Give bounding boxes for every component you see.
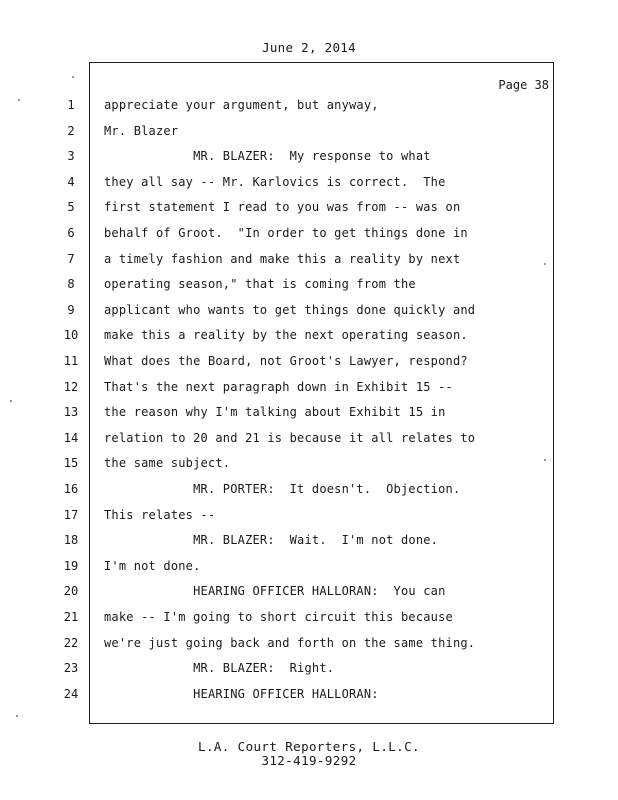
line-number: 21 [63, 610, 79, 624]
line-number: 1 [67, 98, 75, 112]
line-number: 15 [63, 456, 79, 470]
page-number: Page 38 [498, 78, 549, 92]
line-number: 22 [63, 636, 79, 650]
scan-speck [16, 715, 18, 717]
line-number: 2 [67, 124, 75, 138]
transcript-line: That's the next paragraph down in Exhibit 15 -- [104, 380, 453, 394]
transcript-line: make this a reality by the next operating season. [104, 328, 468, 342]
scan-speck [10, 400, 12, 402]
transcript-line: HEARING OFFICER HALLORAN: You can [104, 584, 446, 598]
line-number: 18 [63, 533, 79, 547]
line-number: 16 [63, 482, 79, 496]
transcript-line: applicant who wants to get things done quickly and [104, 303, 476, 317]
line-number: 9 [67, 303, 75, 317]
transcript-line: appreciate your argument, but anyway, [104, 98, 379, 112]
transcript-line: behalf of Groot. "In order to get things done in [104, 226, 468, 240]
transcript-line: a timely fashion and make this a reality by next [104, 252, 461, 266]
transcript-line: MR. PORTER: It doesn't. Objection. [104, 482, 461, 496]
line-number: 23 [63, 661, 79, 675]
line-number: 19 [63, 559, 79, 573]
line-number: 7 [67, 252, 75, 266]
footer-phone: 312-419-9292 [261, 753, 357, 768]
transcript-line: we're just going back and forth on the same thing. [104, 636, 476, 650]
transcript-line: MR. BLAZER: Right. [104, 661, 335, 675]
line-number: 13 [63, 405, 79, 419]
transcript-line: the reason why I'm talking about Exhibit 15 in [104, 405, 446, 419]
scan-speck [18, 99, 20, 101]
line-number: 12 [63, 380, 79, 394]
line-number: 24 [63, 687, 79, 701]
transcript-line: operating season," that is coming from the [104, 277, 416, 291]
transcript-line: relation to 20 and 21 is because it all relates to [104, 431, 476, 445]
header-date: June 2, 2014 [262, 40, 356, 55]
transcript-line: This relates -- [104, 508, 216, 522]
line-number: 4 [67, 175, 75, 189]
transcript-line: MR. BLAZER: Wait. I'm not done. [104, 533, 439, 547]
transcript-line: first statement I read to you was from -- was on [104, 200, 461, 214]
scan-speck [544, 263, 546, 265]
line-number: 11 [63, 354, 79, 368]
transcript-line: they all say -- Mr. Karlovics is correct. The [104, 175, 446, 189]
transcript-line: Mr. Blazer [104, 124, 179, 138]
scan-speck [544, 459, 546, 461]
transcript-line: MR. BLAZER: My response to what [104, 149, 431, 163]
transcript-line: the same subject. [104, 456, 231, 470]
line-number: 10 [63, 328, 79, 342]
scan-speck [72, 76, 74, 78]
line-number: 6 [67, 226, 75, 240]
transcript-line: I'm not done. [104, 559, 201, 573]
transcript-line: HEARING OFFICER HALLORAN: [104, 687, 379, 701]
line-number: 3 [67, 149, 75, 163]
transcript-line: make -- I'm going to short circuit this because [104, 610, 453, 624]
line-number: 20 [63, 584, 79, 598]
line-number: 5 [67, 200, 75, 214]
line-number: 8 [67, 277, 75, 291]
line-number: 14 [63, 431, 79, 445]
line-number: 17 [63, 508, 79, 522]
transcript-line: What does the Board, not Groot's Lawyer, respond? [104, 354, 468, 368]
footer-company: L.A. Court Reporters, L.L.C. [198, 739, 420, 754]
